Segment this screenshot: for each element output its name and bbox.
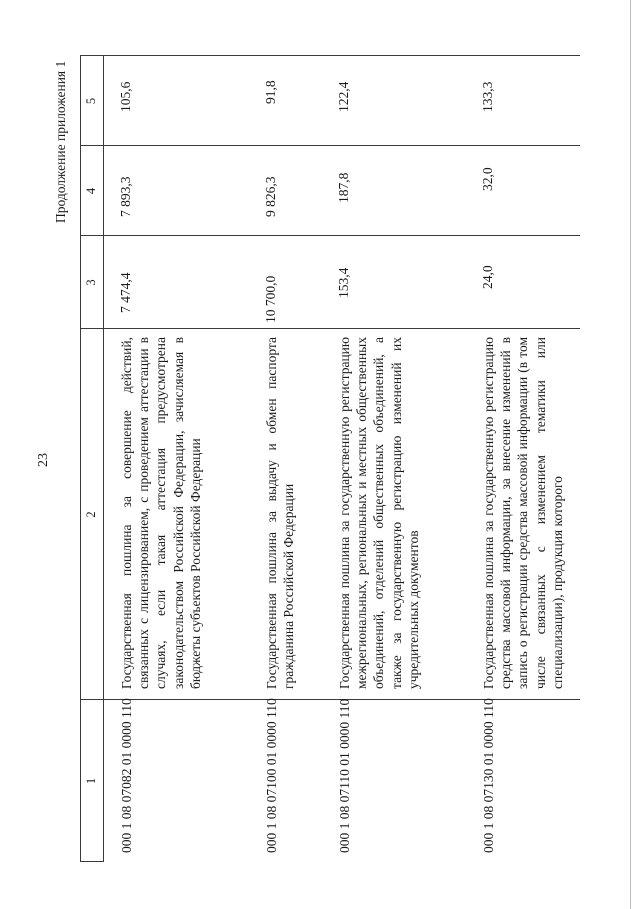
- row-4-col4: 32,0: [480, 167, 495, 191]
- column-divider-1: [80, 699, 580, 700]
- row-3-col5: 122,4: [336, 81, 351, 112]
- column-number-1: 1: [84, 777, 98, 785]
- row-2-description: Государственная пошлина за выдачу и обмен паспорта гражданина Российской Федерации: [264, 337, 297, 689]
- column-divider-5: [80, 55, 580, 56]
- row-3-code: 000 1 08 07110 01 0000 110: [337, 698, 352, 853]
- column-number-2: 2: [84, 511, 98, 518]
- column-divider-4: [80, 145, 580, 146]
- table-header-bottom-border: [103, 56, 104, 862]
- row-3-col4: 187,8: [336, 172, 351, 203]
- row-4-code: 000 1 08 07130 01 0000 110: [481, 698, 496, 853]
- column-number-4: 4: [84, 187, 98, 195]
- row-4-description: Государственная пошлина за государственную регистрацию средства массовой информации, за внесение изменений в запись о регистрации средства массовой информации (в том числе связанных с изменением тематики или специализации), продукция которого: [481, 337, 565, 689]
- column-number-5: 5: [84, 97, 98, 105]
- row-3-description: Государственная пошлина за государственную регистрацию межрегиональных, региональных и местных общественных объединений, отделений общественных объединений, а также за государственную регистрацию изменений их учредительных документов: [337, 337, 421, 689]
- table-top-border: [80, 56, 81, 862]
- row-2-col3: 10 700,0: [263, 275, 278, 323]
- row-2-code: 000 1 08 07100 01 0000 110: [264, 698, 279, 853]
- row-3-col3: 153,4: [336, 267, 351, 298]
- column-number-3: 3: [84, 279, 98, 286]
- scan-edge: [630, 0, 631, 909]
- continuation-header: Продолжение приложения 1: [53, 60, 68, 223]
- row-1-description: Государственная пошлина за совершение действий, связанных с лицензированием, с проведением аттестации в случаях, если такая аттестация предусмотрена законодательством Российской Федерации, зачисляемая в бюджеты субъектов Российской Федерации: [119, 337, 203, 689]
- row-4-col3: 24,0: [480, 265, 495, 289]
- row-1-code: 000 1 08 07082 01 0000 110: [119, 698, 134, 853]
- row-1-col4: 7 893,3: [118, 176, 133, 217]
- row-2-col5: 91,8: [263, 80, 278, 104]
- row-1-col3: 7 474,4: [118, 272, 133, 313]
- row-4-col5: 133,3: [480, 81, 495, 112]
- column-divider-3: [80, 235, 580, 236]
- row-1-col5: 105,6: [118, 81, 133, 112]
- column-divider-2: [80, 328, 580, 329]
- page-number: 23: [36, 453, 51, 467]
- row-2-col4: 9 826,3: [263, 176, 278, 217]
